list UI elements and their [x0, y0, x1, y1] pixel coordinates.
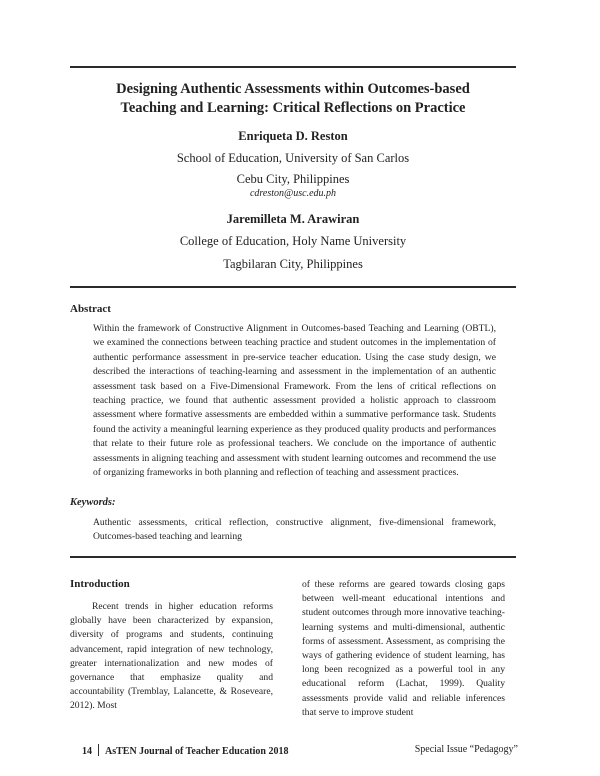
- issue-label: Special Issue “Pedagogy”: [414, 744, 518, 755]
- introduction-left-column: Recent trends in higher education reforms globally have been characterized by expansion, diversity of programs and students, continuing advancement, rapid integration of new technology, greater internationalization and new modes of governance that emphasize quality and accountability (Tremblay, Lalancette, & Roseveare, 2012). Most: [70, 601, 273, 712]
- author-2-location: Tagbilaran City, Philippines: [223, 257, 363, 271]
- abstract-heading: Abstract: [70, 303, 111, 315]
- keywords-bottom-rule: [70, 556, 516, 558]
- page-number: 14: [82, 746, 92, 757]
- author-2-name: Jaremilleta M. Arawiran: [226, 212, 360, 226]
- footer-separator: [98, 744, 99, 756]
- abstract-text: Within the framework of Constructive Alignment in Outcomes-based Teaching and Learning (OBTL), we examined the connections between teaching practice and student outcomes in the implementation of authentic performance assessment in pre-service teacher education. Using the case study design, we described the interactions of teaching-learning and assessment in the implementation of an authentic assessment task based on a Five-Dimensional Framework. From the lens of critical reflections on teaching practice, we found that authentic assessment provided a holistic approach to classroom assessment where formative assessments are embedded within a summative performance task. Students found the activity a meaningful learning experience as they produced quality products and performances that relate to their future role as professional teachers. We conclude on the importance of authentic assessments in aligning teaching and assessment with student learning outcomes and recommend the use of organizing frameworks in both planning and reflection of teaching and assessment practices.: [93, 323, 496, 479]
- journal-name: AsTEN Journal of Teacher Education 2018: [105, 746, 289, 757]
- abstract-top-rule: [70, 286, 516, 288]
- top-rule: [70, 66, 516, 68]
- keywords-heading: Keywords:: [70, 497, 116, 508]
- author-1-location: Cebu City, Philippines: [236, 172, 350, 186]
- title-line-1: Designing Authentic Assessments within Outcomes-based: [116, 81, 470, 97]
- author-2-affiliation: College of Education, Holy Name University: [179, 234, 407, 248]
- paper-title: [70, 80, 516, 118]
- introduction-right-column: of these reforms are geared towards closing gaps between well-meant educational intentions and student outcomes through more innovative teaching-learning systems and multi-dimensional, authentic forms of assessment. Assessment, as comprising the ways of gathering evidence of student learning, has long been recognized as a powerful tool in any educational reform (Lachat, 1999). Quality assessments provide valid and reliable inferences that serve to improve student: [302, 579, 505, 718]
- keywords-text: Authentic assessments, critical reflection, constructive alignment, five-dimensional framework, Outcomes-based teaching and learning: [93, 517, 496, 543]
- introduction-heading: Introduction: [70, 578, 130, 590]
- title-line-2: Teaching and Learning: Critical Reflections on Practice: [120, 100, 466, 116]
- author-1-name: Enriqueta D. Reston: [238, 129, 348, 143]
- footer-left: [82, 744, 288, 757]
- author-1-email[interactable]: cdreston@usc.edu.ph: [249, 188, 337, 199]
- author-1-affiliation: School of Education, University of San Carlos: [176, 151, 410, 165]
